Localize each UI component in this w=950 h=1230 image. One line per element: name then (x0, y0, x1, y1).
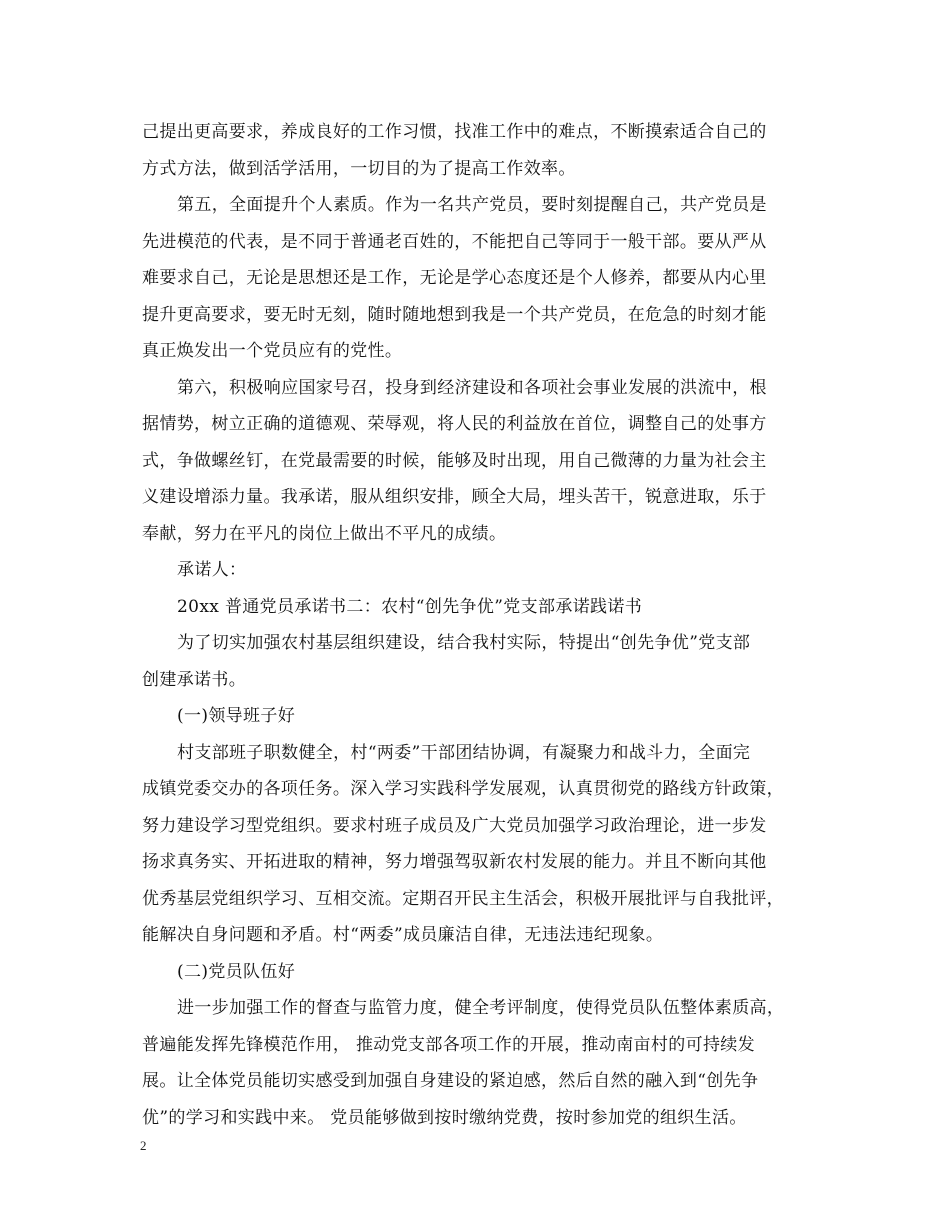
page-number: 2 (140, 1138, 147, 1153)
text-line: 义建设增添力量。我承诺，服从组织安排，顾全大局，埋头苦干，锐意进取，乐于 (142, 487, 767, 507)
text-line: 展。让全体党员能切实感受到加强自身建设的紧迫感，然后自然的融入到“创先争 (142, 1071, 759, 1091)
text-line: (一)领导班子好 (177, 706, 296, 726)
text-line: 创建承诺书。 (142, 669, 247, 690)
text-line: 成镇党委交办的各项任务。深入学习实践科学发展观，认真贯彻党的路线方针政策， (142, 779, 784, 799)
text-line: (二)党员队伍好 (177, 961, 296, 982)
text-line: 优秀基层党组织学习、互相交流。定期召开民主生活会，积极开展批评与自我批评， (142, 888, 784, 909)
text-line: 方式方法，做到活学活用，一切目的为了提高工作效率。 (142, 158, 576, 179)
text-line: 进一步加强工作的督查与监管力度，健全考评制度，使得党员队伍整体素质高， (177, 998, 785, 1018)
text-line: 承诺人： (177, 560, 247, 580)
text-line: 奉献，努力在平凡的岗位上做出不平凡的成绩。 (142, 523, 507, 544)
text-line: 努力建设学习型党组织。要求村班子成员及广大党员加强学习政治理论，进一步发 (142, 815, 767, 836)
document-body (142, 114, 822, 1136)
text-line: 据情势，树立正确的道德观、荣辱观，将人民的利益放在首位，调整自己的处事方 (142, 414, 767, 434)
text-line: 普遍能发挥先锋模范作用， 推动党支部各项工作的开展，推动南亩村的可持续发 (142, 1034, 756, 1055)
text-line: 20xx 普通党员承诺书二：农村“创先争优”党支部承诺践诺书 (177, 596, 643, 617)
text-line: 难要求自己，无论是思想还是工作，无论是学心态度还是个人修养，都要从内心里 (142, 268, 767, 288)
text-line: 村支部班子职数健全，村“两委”干部团结协调，有凝聚力和战斗力，全面完 (177, 742, 751, 763)
text-line: 式，争做螺丝钉，在党最需要的时候，能够及时出现，用自己微薄的力量为社会主 (142, 450, 767, 471)
text-line: 第六，积极响应国家号召，投身到经济建设和各项社会事业发展的洪流中，根 (177, 377, 767, 398)
text-line: 为了切实加强农村基层组织建设，结合我村实际，特提出“创先争优”党支部 (177, 633, 751, 653)
text-line: 先进模范的代表，是不同于普通老百姓的，不能把自己等同于一般干部。要从严从 (142, 231, 767, 252)
text-line: 优”的学习和实践中来。 党员能够做到按时缴纳党费，按时参加党的组织生活。 (142, 1107, 747, 1128)
text-line: 扬求真务实、开拓进取的精神，努力增强驾驭新农村发展的能力。并且不断向其他 (142, 852, 767, 872)
text-line: 第五，全面提升个人素质。作为一名共产党员，要时刻提醒自己，共产党员是 (177, 195, 767, 215)
text-line: 能解决自身问题和矛盾。村“两委”成员廉洁自律，无违法违纪现象。 (142, 925, 664, 945)
text-line: 己提出更高要求，养成良好的工作习惯，找准工作中的难点，不断摸索适合自己的 (142, 122, 767, 142)
text-line: 真正焕发出一个党员应有的党性。 (142, 341, 403, 361)
text-line: 提升更高要求，要无时无刻，随时随地想到我是一个共产党员，在危急的时刻才能 (142, 304, 767, 325)
